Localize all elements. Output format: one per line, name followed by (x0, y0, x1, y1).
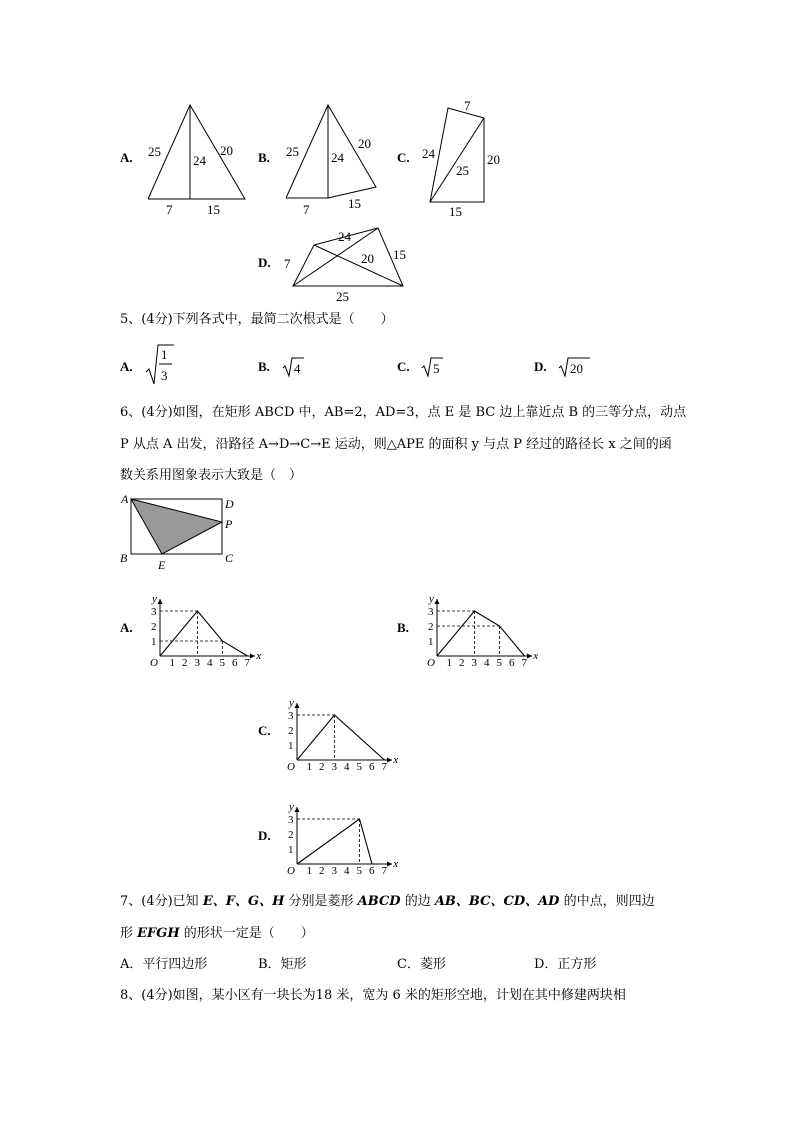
q7-stem-line1 (120, 894, 655, 910)
q4-option-d-label[interactable]: D. (258, 255, 271, 270)
q4a-side-15: 15 (207, 202, 220, 217)
q5-option-a-label[interactable]: A. (120, 359, 133, 374)
q6-graph-c (281, 688, 406, 770)
series-line (437, 611, 525, 656)
x-axis-label: x (533, 650, 539, 662)
q4d-side-15: 15 (393, 247, 406, 262)
x-tick-label: 7 (244, 657, 250, 666)
q4c-side-7: 7 (464, 98, 471, 113)
q6-point-d: D (225, 497, 234, 511)
x-tick-label: 4 (207, 657, 213, 666)
q4-figure-b (278, 98, 388, 218)
x-tick-label: 7 (521, 657, 527, 666)
x-tick-label: 4 (344, 761, 350, 770)
q4a-side-24: 24 (193, 153, 206, 168)
q5-option-b-radical (282, 356, 306, 378)
q7-sides: AB、BC、CD、AD (434, 894, 560, 909)
x-tick-label: 4 (484, 657, 490, 666)
y-tick-label: 3 (428, 606, 434, 618)
q7-rhombus-name: ABCD (357, 894, 401, 909)
q7-option-b[interactable]: B．矩形 (258, 957, 307, 972)
q7-points: E、F、G、H (202, 894, 285, 909)
q6-point-b: B (120, 551, 128, 565)
x-tick-label: 3 (194, 657, 200, 666)
x-tick-label: 6 (232, 657, 238, 666)
x-axis-label: x (256, 650, 262, 662)
q5-option-c-radical (421, 356, 445, 378)
y-axis-label: y (289, 697, 294, 709)
x-tick-label: 5 (496, 657, 502, 666)
q7-stem-prefix: 7、(4分)已知 (120, 894, 203, 909)
x-tick-label: 1 (306, 761, 312, 770)
x-axis-label: x (393, 754, 399, 766)
q4b-side-7: 7 (303, 202, 310, 217)
q4-option-b-label[interactable]: B. (258, 150, 270, 165)
x-tick-label: 5 (219, 657, 225, 666)
q6-rectangle-figure (116, 490, 246, 572)
q4d-side-24: 24 (338, 229, 351, 244)
q4c-side-15: 15 (449, 204, 462, 219)
y-axis-arrow (435, 599, 440, 604)
y-axis-arrow (158, 599, 163, 604)
y-tick-label: 2 (151, 621, 157, 633)
x-tick-label: 7 (381, 865, 387, 874)
y-tick-label: 3 (288, 814, 294, 826)
q5-option-c-label[interactable]: C. (397, 359, 410, 374)
x-tick-label: 1 (169, 657, 175, 666)
q4-option-a-label[interactable]: A. (120, 150, 133, 165)
x-tick-label: 1 (306, 865, 312, 874)
q4d-side-25: 25 (336, 289, 349, 304)
y-tick-label: 3 (151, 606, 157, 618)
x-axis-label: x (393, 858, 399, 870)
x-tick-label: 3 (331, 761, 337, 770)
y-axis-arrow (295, 703, 300, 708)
q4c-side-25: 25 (456, 163, 469, 178)
q6-option-d-label[interactable]: D. (258, 828, 271, 843)
x-tick-label: 2 (459, 657, 465, 666)
q4b-side-24: 24 (331, 150, 344, 165)
y-tick-label: 2 (288, 725, 294, 737)
q4b-side-15: 15 (348, 196, 361, 211)
q5-option-b-label[interactable]: B. (258, 359, 270, 374)
q7-stem-mid2: 的边 (400, 894, 435, 909)
y-axis-label: y (152, 593, 157, 605)
q4-figure-a (140, 98, 255, 218)
y-axis-label: y (429, 593, 434, 605)
q4c-side-24: 24 (422, 146, 435, 161)
x-axis-arrow (250, 654, 255, 659)
x-tick-label: 3 (471, 657, 477, 666)
x-axis-arrow (527, 654, 532, 659)
q5-stem: 5、(4分)下列各式中，最简二次根式是（ ） (120, 312, 394, 327)
q7-line2-end: 的形状一定是（ ） (179, 926, 314, 941)
q5a-denominator: 3 (161, 368, 168, 383)
q6-option-b-label[interactable]: B. (397, 620, 409, 635)
y-tick-label: 1 (428, 636, 434, 648)
y-tick-label: 2 (428, 621, 434, 633)
x-tick-label: 6 (509, 657, 515, 666)
q7-line2-prefix: 形 (120, 926, 138, 941)
x-tick-label: 4 (344, 865, 350, 874)
x-tick-label: 7 (381, 761, 387, 770)
q7-quad-name: EFGH (137, 926, 180, 941)
q6-stem-line3: 数关系用图象表示大致是（ ） (120, 468, 303, 483)
y-tick-label: 1 (288, 844, 294, 856)
x-axis-arrow (387, 758, 392, 763)
q5c-radicand: 5 (433, 361, 440, 376)
q4a-side-20: 20 (220, 143, 233, 158)
q4c-side-20: 20 (487, 152, 500, 167)
q4d-side-7: 7 (284, 256, 291, 271)
q4-figure-d (278, 222, 413, 304)
q5d-radicand: 20 (570, 361, 583, 376)
x-tick-label: 5 (356, 761, 362, 770)
q7-option-a[interactable]: A．平行四边形 (120, 957, 208, 972)
x-tick-label: 6 (369, 761, 375, 770)
x-tick-label: 5 (356, 865, 362, 874)
q6-graph-d (281, 792, 406, 874)
q7-option-d[interactable]: D．正方形 (534, 957, 597, 972)
series-line (160, 611, 248, 656)
q6-point-e: E (158, 558, 166, 572)
origin-label: O (287, 865, 295, 874)
x-tick-label: 2 (182, 657, 188, 666)
q8-stem: 8、(4分)如图，某小区有一块长为18 米，宽为 6 米的矩形空地，计划在其中修建两块相 (120, 988, 626, 1003)
origin-label: O (287, 761, 295, 770)
series-line (297, 715, 385, 760)
origin-label: O (427, 657, 435, 666)
q6-stem-line2: P 从点 A 出发，沿路径 A→D→C→E 运动，则△APE 的面积 y 与点 P 经过的路径长 x 之间的函 (120, 437, 672, 452)
origin-label: O (150, 657, 158, 666)
q4a-side-7: 7 (166, 202, 173, 217)
q6-graph-b (421, 584, 546, 666)
q4b-side-25: 25 (286, 144, 299, 159)
q4-option-c-label[interactable]: C. (397, 150, 410, 165)
y-tick-label: 3 (288, 710, 294, 722)
y-tick-label: 2 (288, 829, 294, 841)
x-tick-label: 2 (319, 761, 325, 770)
q6-point-a: A (121, 492, 129, 506)
q5-option-d-label[interactable]: D. (534, 359, 547, 374)
q7-stem-end: 的中点，则四边 (559, 894, 655, 909)
series-line (297, 819, 372, 864)
y-tick-label: 1 (151, 636, 157, 648)
q7-option-c[interactable]: C．菱形 (397, 957, 446, 972)
q4d-side-20: 20 (361, 251, 374, 266)
q6-point-c: C (225, 551, 234, 565)
q6-graph-a (144, 584, 269, 666)
x-tick-label: 1 (446, 657, 452, 666)
q7-stem-line2 (120, 926, 314, 942)
q5a-numerator: 1 (161, 347, 168, 362)
x-axis-arrow (387, 862, 392, 867)
q7-stem-mid: 分别是菱形 (284, 894, 358, 909)
q4b-side-20: 20 (358, 136, 371, 151)
q4a-side-25: 25 (148, 144, 161, 159)
q5b-radicand: 4 (294, 361, 301, 376)
x-tick-label: 6 (369, 865, 375, 874)
q5-option-d-radical (558, 356, 592, 378)
q6-option-c-label[interactable]: C. (258, 723, 271, 738)
q4-figure-c (418, 96, 508, 221)
q6-point-p: P (225, 517, 233, 531)
x-tick-label: 2 (319, 865, 325, 874)
q6-stem-line1: 6、(4分)如图，在矩形 ABCD 中，AB=2，AD=3，点 E 是 BC 边上靠近点 B 的三等分点，动点 (120, 405, 687, 420)
y-tick-label: 1 (288, 740, 294, 752)
q5-option-a-radical (144, 342, 176, 388)
q6-option-a-label[interactable]: A. (120, 620, 133, 635)
y-axis-arrow (295, 807, 300, 812)
y-axis-label: y (289, 801, 294, 813)
x-tick-label: 3 (331, 865, 337, 874)
